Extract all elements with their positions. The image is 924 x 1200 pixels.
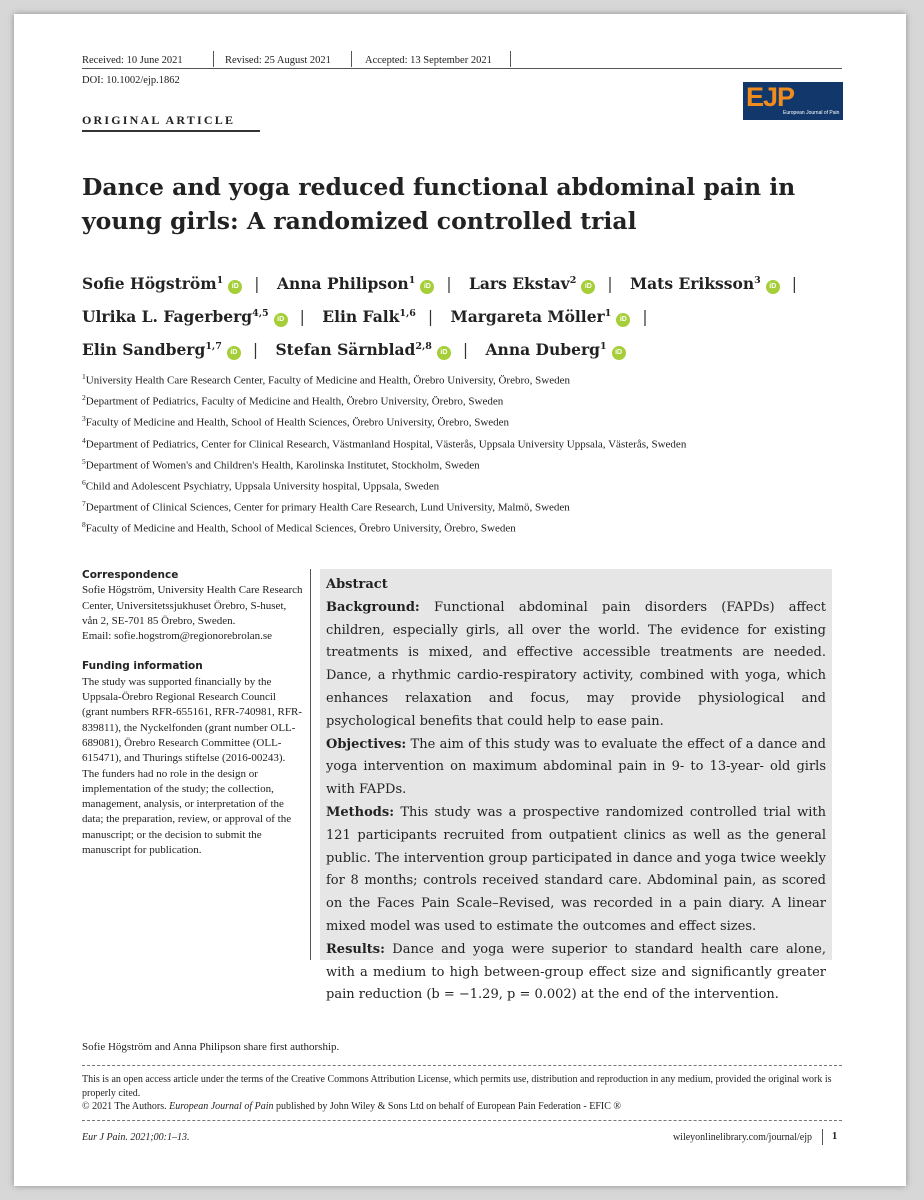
sidebar-divider — [310, 569, 311, 960]
author-affil-sup: 2,8 — [415, 341, 432, 353]
article-title-line: young girls: A randomized controlled trial — [82, 207, 637, 235]
date-separator — [510, 51, 511, 67]
author-separator: | — [254, 275, 260, 294]
journal-logo-text: EJP — [746, 82, 795, 112]
copyright-line — [82, 1100, 842, 1114]
article-dates — [82, 51, 842, 83]
author-affil-sup: 3 — [754, 275, 761, 286]
affiliation — [82, 408, 842, 429]
page-number: 1 — [832, 1131, 838, 1142]
abstract-background — [326, 597, 826, 734]
affiliation-text: Department of Pediatrics, Center for Clinical Research, Västmanland Hospital, Västerås, Uppsala University Uppsala, Västerås, Sweden — [85, 438, 687, 451]
affiliation-number: 2 — [82, 393, 86, 403]
affiliation-text: Faculty of Medicine and Health, School of Health Sciences, Örebro University, Örebro, Sweden — [85, 417, 510, 430]
author-separator: | — [791, 275, 797, 294]
revised-date: Revised: 25 August 2021 — [225, 55, 331, 66]
author — [451, 307, 631, 326]
author-affil-sup: 2 — [569, 275, 577, 286]
author-affil-sup: 4,5 — [252, 308, 269, 320]
affiliation-text: Department of Clinical Sciences, Center for primary Health Care Research, Lund University, Malmö, Sweden — [85, 501, 570, 514]
author-affil-sup: 1 — [599, 341, 607, 353]
affiliation-number: 1 — [82, 372, 86, 381]
author-affil-sup: 1 — [216, 275, 224, 286]
correspondence-text: Sofie Högström, University Health Care Research Center, Universitetssjukhuset Örebro, S-huset, vån 2, SE-701 85 Örebro, Sweden. — [82, 584, 303, 627]
affiliation — [82, 514, 842, 535]
copyright-suffix: published by John Wiley & Sons Ltd on behalf of European Pain Federation - EFIC ® — [275, 1101, 622, 1112]
affiliation-number: 7 — [82, 499, 86, 509]
authorship-footnote: Sofie Högström and Anna Philipson share first authorship. — [82, 1041, 340, 1053]
affiliation-text: Faculty of Medicine and Health, School of Medical Sciences, Örebro University, Örebro, Sweden — [85, 522, 516, 535]
article-page — [14, 14, 906, 1186]
abstract-text: The aim of this study was to evaluate the effect of a dance and yoga intervention on maximum abdominal pain in 9- to 13-year- old girls with FAPDs. — [326, 736, 826, 798]
orcid-icon[interactable]: iD — [420, 280, 434, 294]
author — [82, 340, 241, 359]
author — [469, 274, 595, 293]
affiliation — [82, 472, 842, 493]
affiliation-list — [82, 366, 842, 536]
affiliation-number: 6 — [82, 477, 86, 487]
affiliation-number: 5 — [82, 456, 86, 466]
author — [82, 307, 288, 326]
author-affil-sup: 1,6 — [399, 308, 416, 320]
license-text: This is an open access article under the terms of the Creative Commons Attribution License, which permits use, distribution and reproduction in any medium, provided the original work is properly cited. — [82, 1074, 832, 1099]
journal-citation: Eur J Pain. 2021;00:1–13. — [82, 1132, 190, 1143]
author — [486, 340, 626, 359]
license-notice — [82, 1073, 842, 1114]
funding-text: The study was supported financially by the Uppsala-Örebro Regional Research Council (grant numbers RFR-655161, RFR-740981, RFR-839811), the Nyckelfonden (grant number OLL-689081), Örebro Research Committee (OLL-615471), and Thurings stiftelse (2016-00243). The funders had no role in the design or implementation of the study; the collection, management, analysis, or interpretation of the data; the preparation, review, or approval of the manuscript; or the decision to submit the manuscript for publication. — [82, 675, 303, 857]
affiliation-number: 8 — [82, 520, 86, 530]
affiliation — [82, 387, 842, 408]
affiliation-text: Department of Women's and Children's Health, Karolinska Institutet, Stockholm, Sweden — [85, 459, 480, 472]
orcid-icon[interactable]: iD — [437, 346, 451, 360]
article-title-line: Dance and yoga reduced functional abdominal pain in — [82, 173, 796, 201]
author-separator: | — [299, 308, 305, 327]
correspondence-email[interactable]: Email: sofie.hogstrom@regionorebrolan.se — [82, 630, 273, 643]
orcid-icon[interactable]: iD — [228, 280, 242, 294]
date-separator — [351, 51, 352, 67]
author-separator: | — [462, 341, 469, 360]
author-name: Anna Philipson — [276, 274, 409, 294]
section-label: ORIGINAL ARTICLE — [82, 113, 236, 127]
author-affil-sup: 1 — [408, 275, 416, 286]
author-affil-sup: 1 — [604, 308, 612, 320]
author-name: Ulrika L. Fagerberg — [82, 307, 253, 327]
journal-logo[interactable] — [743, 82, 843, 120]
section-underline — [82, 130, 260, 132]
author-name: Anna Duberg — [485, 340, 600, 360]
author-separator: | — [642, 308, 648, 327]
affiliation — [82, 451, 842, 472]
page-number-separator — [822, 1129, 823, 1145]
license-divider — [82, 1120, 842, 1121]
author — [630, 274, 780, 293]
correspondence-heading: Correspondence — [82, 569, 179, 581]
orcid-icon[interactable]: iD — [612, 346, 626, 360]
affiliation — [82, 430, 842, 451]
funding-heading: Funding information — [82, 660, 203, 673]
author-name: Sofie Högström — [82, 274, 217, 294]
abstract-label: Background: — [326, 599, 420, 615]
author-name: Elin Falk — [322, 307, 400, 327]
author-separator: | — [427, 308, 434, 327]
author — [322, 307, 416, 326]
author-separator: | — [446, 275, 452, 294]
author-name: Elin Sandberg — [82, 340, 206, 360]
article-title — [82, 170, 802, 238]
received-date: Received: 10 June 2021 — [82, 55, 183, 66]
affiliation — [82, 366, 842, 387]
copyright-journal: European Journal of Pain — [169, 1101, 274, 1112]
journal-site-link[interactable]: wileyonlinelibrary.com/journal/ejp — [672, 1132, 812, 1143]
author-name: Stefan Särnblad — [275, 340, 416, 360]
accepted-date: Accepted: 13 September 2021 — [365, 55, 492, 66]
author — [275, 340, 450, 359]
author — [82, 274, 242, 293]
abstract-text: Functional abdominal pain disorders (FAPDs) affect children, especially girls, all over the world. The evidence for existing treatments is mixed, and effective accessible treatments are needed. Dance, a rhythmic cardio-respiratory activity, combined with yoga, which enhances relaxation and focus, may provide physiological and psychological benefits that could help to ease pain. — [326, 599, 826, 729]
orcid-icon[interactable]: iD — [274, 313, 288, 327]
abstract-box — [320, 569, 832, 1003]
orcid-icon[interactable]: iD — [227, 346, 241, 360]
journal-logo-subtitle: European Journal of Pain — [783, 110, 840, 116]
affiliation — [82, 493, 842, 514]
abstract-label: Methods: — [326, 804, 394, 820]
affiliation-text: University Health Care Research Center, Faculty of Medicine and Health, Örebro University, Örebro, Sweden — [85, 374, 570, 387]
author-list — [82, 266, 842, 365]
date-separator — [213, 51, 214, 67]
abstract-text: This study was a prospective randomized controlled trial with 121 participants recruited from outpatient clinics as well as the general public. The intervention group participated in dance and yoga twice weekly for 8 months; controls received standard care. Abdominal pain, as scored on the Faces Pain Scale–Revised, was recorded in a pain diary. A linear mixed model was used to estimate the outcomes and effect sizes. — [326, 804, 826, 934]
copyright-prefix: © 2021 The Authors. — [82, 1101, 167, 1112]
abstract-results — [326, 939, 826, 1007]
abstract-methods — [326, 802, 826, 939]
orcid-icon[interactable]: iD — [766, 280, 780, 294]
author-name: Lars Ekstav — [468, 274, 570, 294]
footnote-divider — [82, 1065, 842, 1066]
author-separator: | — [252, 341, 259, 360]
affiliation-text: Child and Adolescent Psychiatry, Uppsala University hospital, Uppsala, Sweden — [85, 480, 440, 493]
orcid-icon[interactable]: iD — [616, 313, 630, 327]
abstract-heading: Abstract — [326, 577, 388, 592]
affiliation-text: Department of Pediatrics, Faculty of Medicine and Health, Örebro University, Örebro, Sweden — [85, 395, 504, 408]
abstract-text: Dance and yoga were superior to standard health care alone, with a medium to high between-group effect size and significantly greater pain reduction (b = −1.29, p = 0.002) at the end of the intervention. — [326, 941, 826, 1003]
article-sidebar — [82, 568, 304, 858]
abstract-objectives — [326, 734, 826, 802]
affiliation-number: 4 — [82, 435, 86, 445]
orcid-icon[interactable]: iD — [581, 280, 595, 294]
affiliation-number: 3 — [82, 414, 86, 424]
author-separator: | — [607, 275, 613, 294]
abstract-label: Objectives: — [326, 736, 407, 752]
doi[interactable]: DOI: 10.1002/ejp.1862 — [82, 75, 180, 86]
abstract-label: Results: — [326, 941, 385, 957]
header-rule — [82, 68, 842, 69]
author-affil-sup: 1,7 — [205, 341, 222, 353]
author-name: Mats Eriksson — [629, 274, 755, 294]
author-name: Margareta Möller — [450, 307, 605, 327]
author — [277, 274, 434, 293]
